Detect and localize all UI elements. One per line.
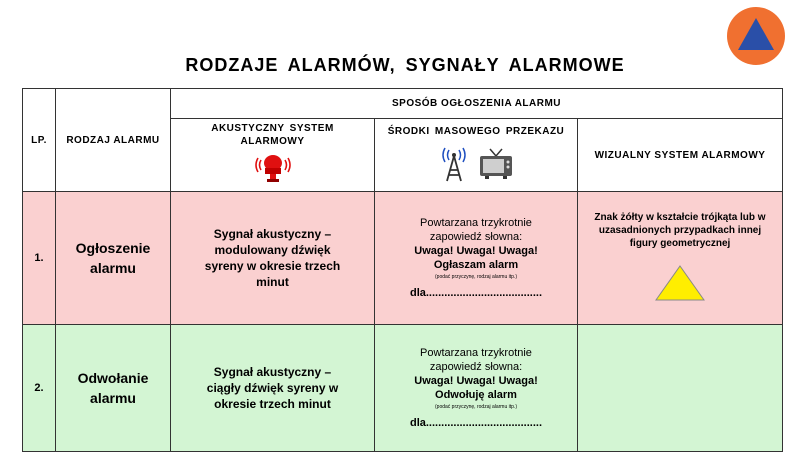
radio-tower-icon [437, 146, 471, 186]
header-wizualny: WIZUALNY SYSTEM ALARMOWY [578, 119, 783, 192]
header-rodzaj: RODZAJ ALARMU [56, 89, 171, 192]
yellow-triangle-icon [578, 264, 782, 306]
header-media: ŚRODKI MASOWEGO PRZEKAZU [387, 125, 565, 137]
header-sposob: SPOSÓB OGŁOSZENIA ALARMU [171, 89, 783, 119]
header-akustyczny: AKUSTYCZNY SYSTEM ALARMOWY [211, 123, 334, 147]
media-intro: Powtarzana trzykrotnie zapowiedź słowna: [420, 217, 532, 243]
media-note: (podać przyczynę, rodzaj alarmu itp.) [435, 274, 517, 280]
siren-icon [255, 152, 291, 188]
table-row [23, 192, 783, 325]
header-media-cell [375, 119, 578, 192]
row-wizualny [578, 325, 783, 452]
row-akustyczny: Sygnał akustyczny – ciągły dźwięk syreny w okresie trzech minut [171, 325, 375, 452]
media-dla: dla...................................... [409, 417, 543, 429]
television-icon [477, 147, 515, 185]
row-media [375, 325, 578, 452]
row-rodzaj: Ogłoszenie alarmu [56, 192, 171, 325]
row-media [375, 192, 578, 325]
row-akustyczny: Sygnał akustyczny – modulowany dźwięk syreny w okresie trzech minut [171, 192, 375, 325]
row-lp: 1. [23, 192, 56, 325]
row-lp: 2. [23, 325, 56, 452]
media-intro: Powtarzana trzykrotnie zapowiedź słowna: [420, 347, 532, 373]
row-wizualny: Znak żółty w kształcie trójkąta lub w uzasadnionych przypadkach innej figury geometrycznej [578, 192, 783, 325]
table-row [23, 325, 783, 452]
media-announcement: Uwaga! Uwaga! Uwaga! Ogłaszam alarm [414, 245, 538, 271]
alarm-table [22, 88, 783, 452]
header-lp: LP. [23, 89, 56, 192]
media-note: (podać przyczynę, rodzaj alarmu itp.) [435, 404, 517, 410]
page-title: RODZAJE ALARMÓW, SYGNAŁY ALARMOWE [185, 55, 625, 75]
row-rodzaj: Odwołanie alarmu [56, 325, 171, 452]
header-akustyczny-cell [171, 119, 375, 192]
media-announcement: Uwaga! Uwaga! Uwaga! Odwołuję alarm [414, 375, 538, 401]
media-dla: dla...................................... [409, 287, 543, 299]
